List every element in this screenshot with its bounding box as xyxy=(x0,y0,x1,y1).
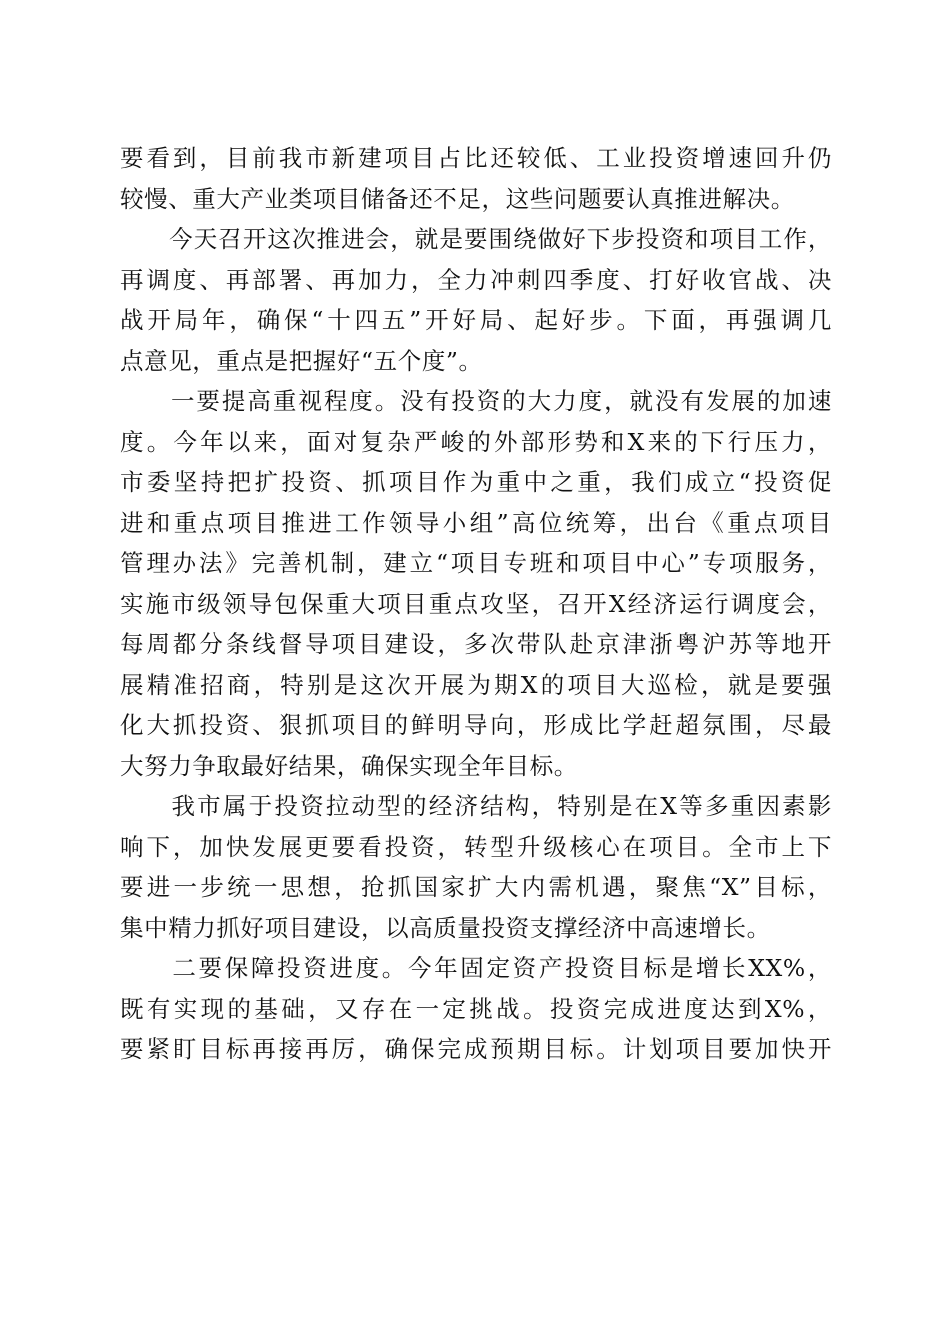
text-line: 响下，加快发展更要看投资，转型升级核心在项目。全市上下 xyxy=(120,832,832,861)
text-line: 展精准招商，特别是这次开展为期X的项目大巡检，就是要强 xyxy=(120,670,832,699)
text-line: 度。今年以来，面对复杂严峻的外部形势和X来的下行压力， xyxy=(120,427,832,456)
text-line: 管理办法》完善机制，建立“项目专班和项目中心”专项服务， xyxy=(120,549,832,577)
text-line: 点意见，重点是把握好“五个度”。 xyxy=(120,346,483,375)
text-line: 较慢、重大产业类项目储备还不足，这些问题要认真推进解决。 xyxy=(120,184,795,213)
paragraph-2 xyxy=(120,219,832,381)
paragraph-3 xyxy=(120,381,832,786)
text-line: 集中精力抓好项目建设，以高质量投资支撑经济中高速增长。 xyxy=(120,913,771,942)
paragraph-4 xyxy=(120,786,832,948)
paragraph-1 xyxy=(120,138,832,219)
text-line: 一要提高重视程度。没有投资的大力度，就没有发展的加速 xyxy=(120,387,832,415)
text-line: 既有实现的基础，又存在一定挑战。投资完成进度达到X%， xyxy=(120,994,832,1023)
text-line: 要进一步统一思想，抢抓国家扩大内需机遇，聚焦“X”目标， xyxy=(120,873,832,901)
text-line: 要紧盯目标再接再厉，确保完成预期目标。计划项目要加快开 xyxy=(120,1035,832,1063)
text-line: 每周都分条线督导项目建设，多次带队赴京津浙粤沪苏等地开 xyxy=(120,630,832,658)
text-line: 今天召开这次推进会，就是要围绕做好下步投资和项目工作， xyxy=(120,225,832,253)
text-line: 化大抓投资、狠抓项目的鲜明导向，形成比学赶超氛围，尽最 xyxy=(120,711,832,739)
text-line: 进和重点项目推进工作领导小组”高位统筹，出台《重点项目 xyxy=(120,508,832,537)
text-line: 二要保障投资进度。今年固定资产投资目标是增长XX%， xyxy=(120,954,832,982)
text-line: 我市属于投资拉动型的经济结构，特别是在X等多重因素影 xyxy=(120,792,832,820)
text-line: 要看到，目前我市新建项目占比还较低、工业投资增速回升仍 xyxy=(120,144,832,172)
text-line: 实施市级领导包保重大项目重点攻坚，召开X经济运行调度会， xyxy=(120,589,832,618)
text-line: 战开局年，确保“十四五”开好局、起好步。下面，再强调几 xyxy=(120,306,832,334)
text-line: 大努力争取最好结果，确保实现全年目标。 xyxy=(120,751,578,780)
document-body xyxy=(120,138,832,1070)
text-line: 市委坚持把扩投资、抓项目作为重中之重，我们成立“投资促 xyxy=(120,468,832,496)
text-line: 再调度、再部署、再加力，全力冲刺四季度、打好收官战、决 xyxy=(120,265,832,294)
paragraph-5 xyxy=(120,948,832,1070)
